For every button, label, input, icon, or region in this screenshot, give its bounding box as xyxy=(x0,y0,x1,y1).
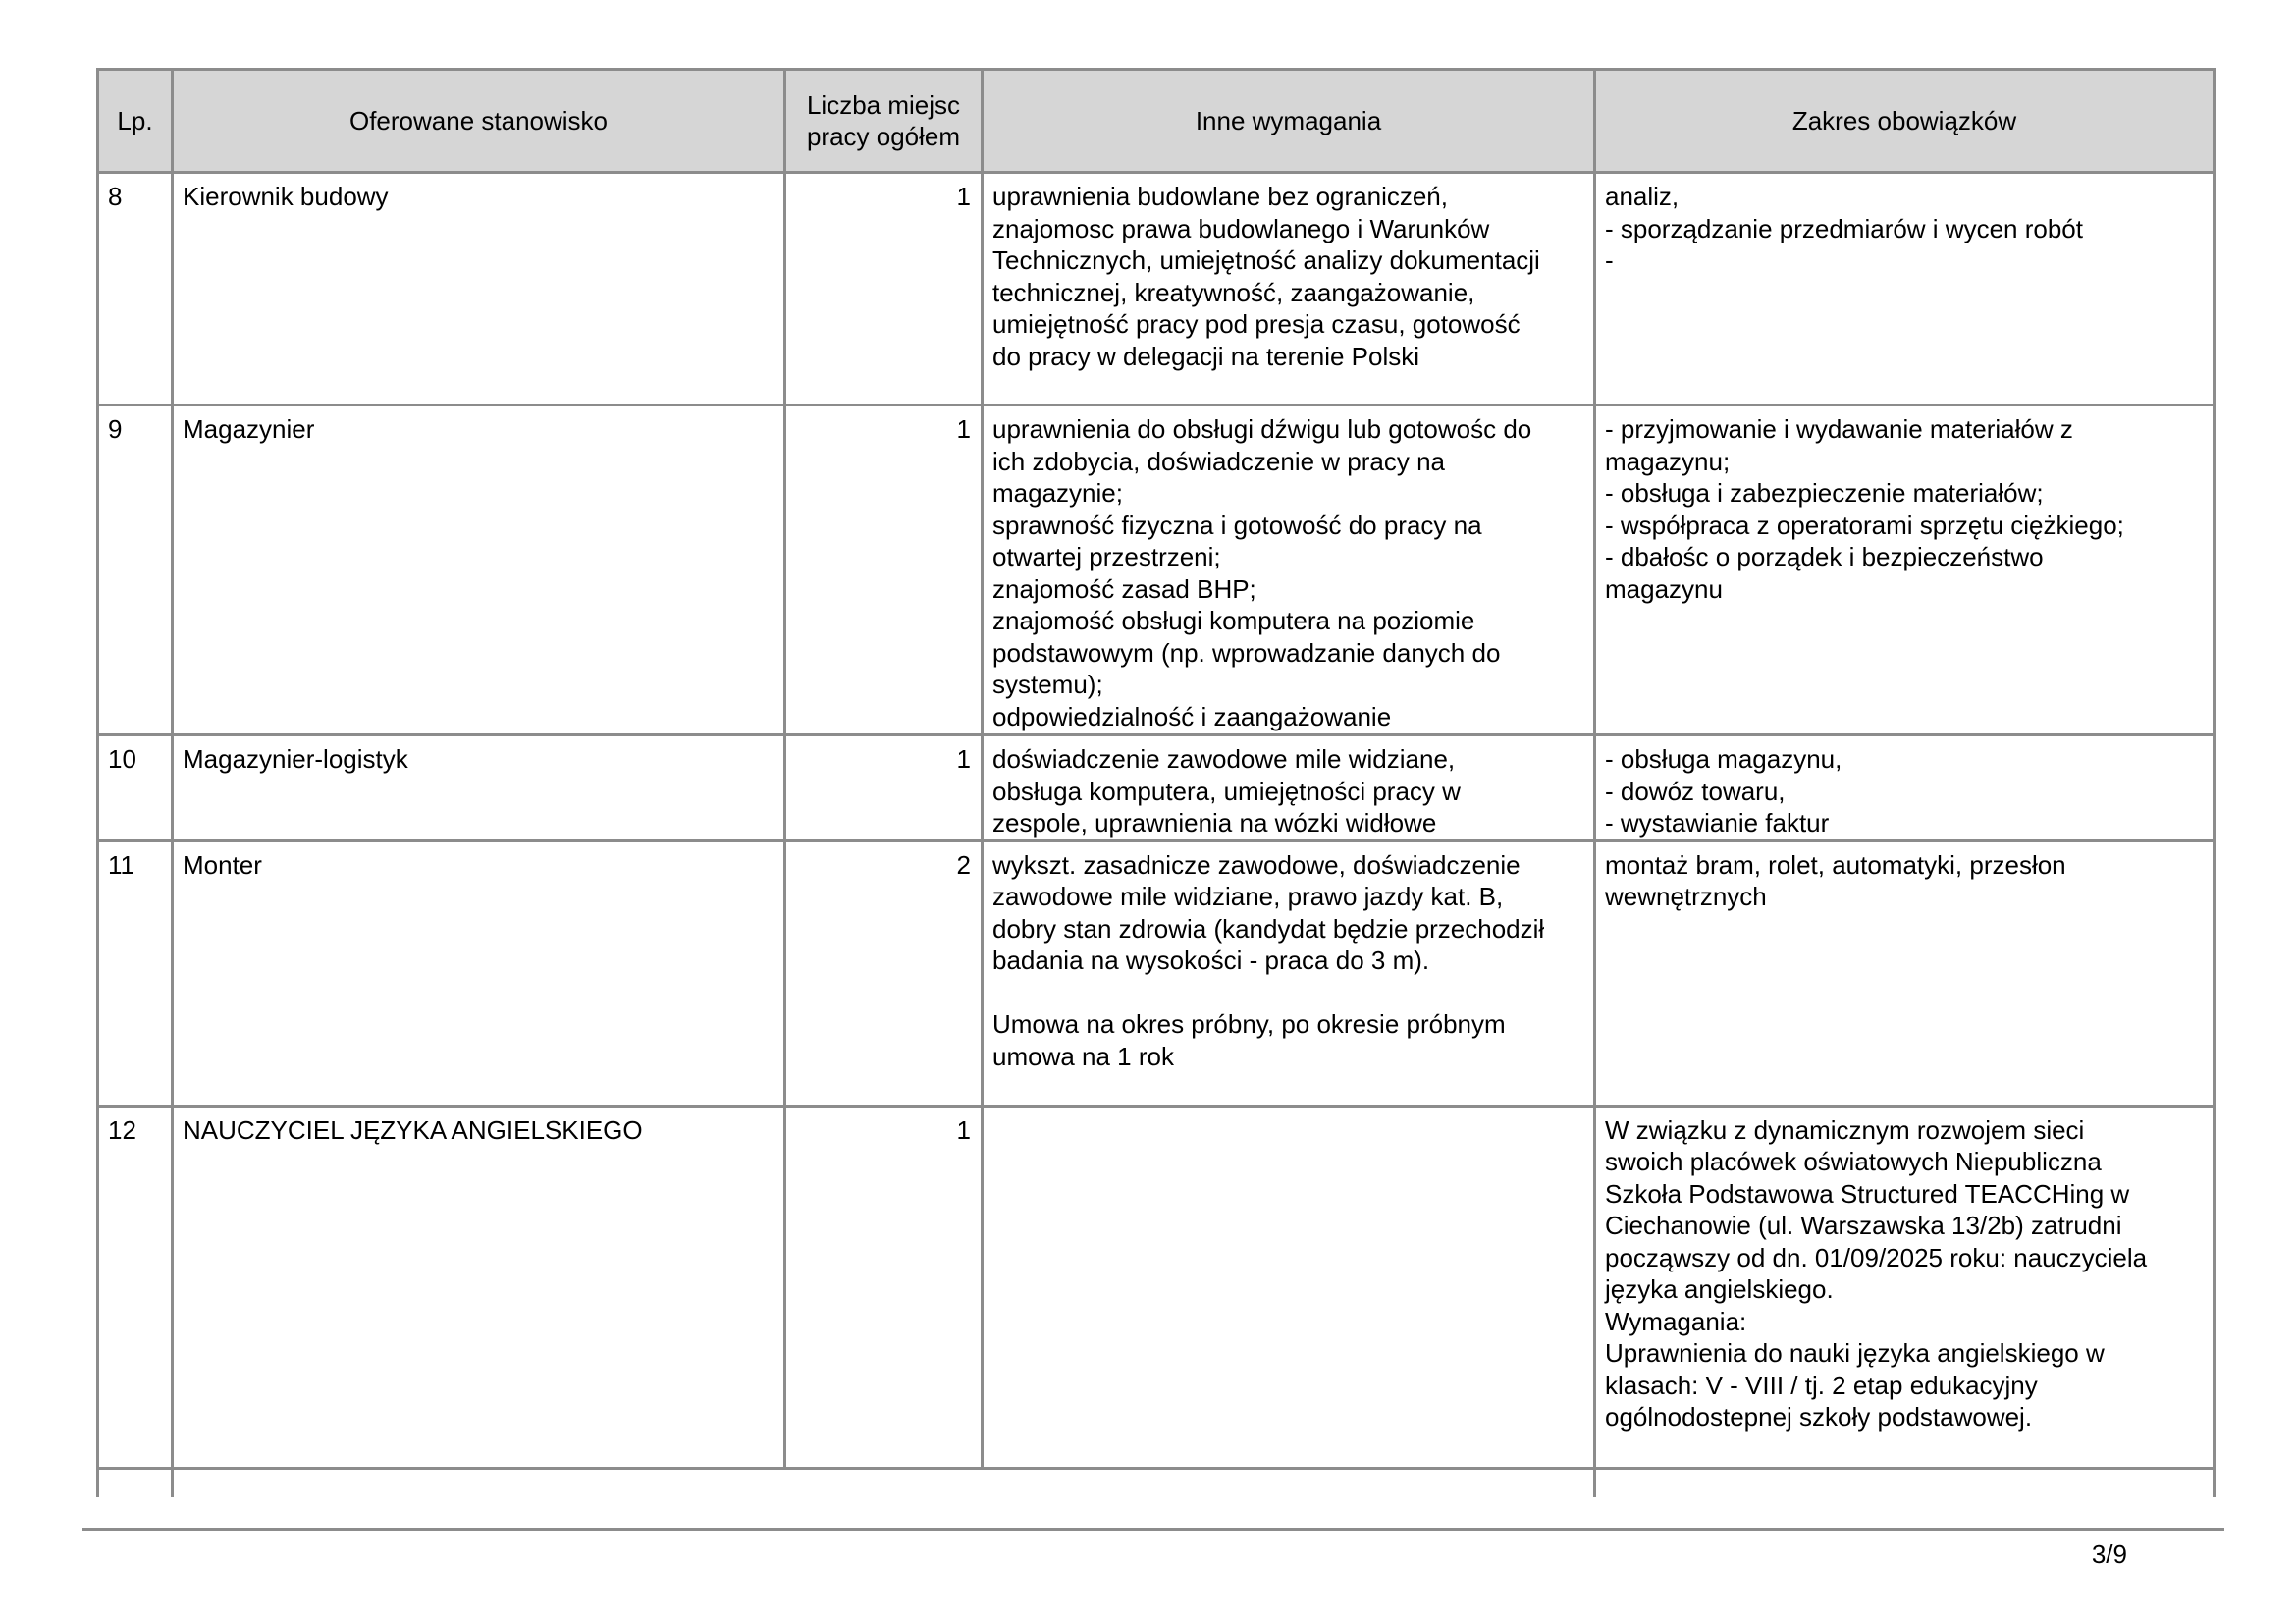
cell-position: Magazynier-logistyk xyxy=(173,735,785,841)
cell-lp: 10 xyxy=(98,735,173,841)
cell-count: 1 xyxy=(785,735,983,841)
cell-requirements: wykszt. zasadnicze zawodowe, doświadczenie zawodowe mile widziane, prawo jazdy kat. B, dobry stan zdrowia (kandydat będzie przechodził badania na wysokości - praca do 3 m). Umowa na okres próbny, po okresie próbnym umowa na 1 rok xyxy=(983,840,1595,1106)
header-requirements: Inne wymagania xyxy=(983,70,1595,173)
cell-lp: 8 xyxy=(98,173,173,406)
cell-duties: - obsługa magazynu, - dowóz towaru, - wystawianie faktur xyxy=(1595,735,2215,841)
continuation-cell-left xyxy=(98,1468,173,1497)
cell-duties: W związku z dynamicznym rozwojem sieci swoich placówek oświatowych Niepubliczna Szkoła Podstawowa Structured TEACCHing w Ciechanowie (ul. Warszawska 13/2b) zatrudni począwszy od dn. 01/09/2025 roku: nauczyciela języka angielskiego. Wymagania: Uprawnienia do nauki języka angielskiego w klasach: V - VIII / tj. 2 etap edukacyjny ogólnodostepnej szkoły podstawowej. xyxy=(1595,1106,2215,1468)
page-number: 3/9 xyxy=(2091,1540,2127,1569)
cell-position: NAUCZYCIEL JĘZYKA ANGIELSKIEGO xyxy=(173,1106,785,1468)
cell-requirements: doświadczenie zawodowe mile widziane, obsługa komputera, umiejętności pracy w zespole, uprawnienia na wózki widłowe xyxy=(983,735,1595,841)
continuation-cell-right xyxy=(1595,1468,2215,1497)
job-offers-table xyxy=(96,68,2216,1497)
cell-position: Magazynier xyxy=(173,406,785,735)
header-row xyxy=(98,70,2215,173)
cell-requirements xyxy=(983,1106,1595,1468)
table-header xyxy=(98,70,2215,173)
cell-count: 1 xyxy=(785,406,983,735)
cell-lp: 9 xyxy=(98,406,173,735)
continuation-cell-middle xyxy=(173,1468,1595,1497)
cell-requirements: uprawnienia do obsługi dźwigu lub gotowośc do ich zdobycia, doświadczenie w pracy na magazynie; sprawność fizyczna i gotowość do pracy na otwartej przestrzeni; znajomość zasad BHP; znajomość obsługi komputera na poziomie podstawowym (np. wprowadzanie danych do systemu); odpowiedzialność i zaangażowanie xyxy=(983,406,1595,735)
cell-count: 1 xyxy=(785,173,983,406)
cell-lp: 12 xyxy=(98,1106,173,1468)
table-row xyxy=(98,840,2215,1106)
cell-count: 2 xyxy=(785,840,983,1106)
cell-requirements: uprawnienia budowlane bez ograniczeń, znajomosc prawa budowlanego i Warunków Technicznych, umiejętność analizy dokumentacji technicznej, kreatywność, zaangażowanie, umiejętność pracy pod presja czasu, gotowość do pracy w delegacji na terenie Polski xyxy=(983,173,1595,406)
header-position: Oferowane stanowisko xyxy=(173,70,785,173)
cell-count: 1 xyxy=(785,1106,983,1468)
table-row xyxy=(98,1106,2215,1468)
table-body xyxy=(98,173,2215,1498)
cell-duties: montaż bram, rolet, automatyki, przesłon wewnętrznych xyxy=(1595,840,2215,1106)
cell-duties: analiz, - sporządzanie przedmiarów i wycen robót - xyxy=(1595,173,2215,406)
header-count: Liczba miejsc pracy ogółem xyxy=(785,70,983,173)
table-row xyxy=(98,173,2215,406)
cell-lp: 11 xyxy=(98,840,173,1106)
cell-position: Monter xyxy=(173,840,785,1106)
cell-position: Kierownik budowy xyxy=(173,173,785,406)
table-continuation-row xyxy=(98,1468,2215,1497)
cell-duties: - przyjmowanie i wydawanie materiałów z magazynu; - obsługa i zabezpieczenie materiałów; - współpraca z operatorami sprzętu ciężkiego; - dbałośc o porządek i bezpieczeństwo magazynu xyxy=(1595,406,2215,735)
header-duties: Zakres obowiązków xyxy=(1595,70,2215,173)
footer-divider xyxy=(82,1528,2224,1531)
header-lp: Lp. xyxy=(98,70,173,173)
table-row xyxy=(98,735,2215,841)
table-row xyxy=(98,406,2215,735)
